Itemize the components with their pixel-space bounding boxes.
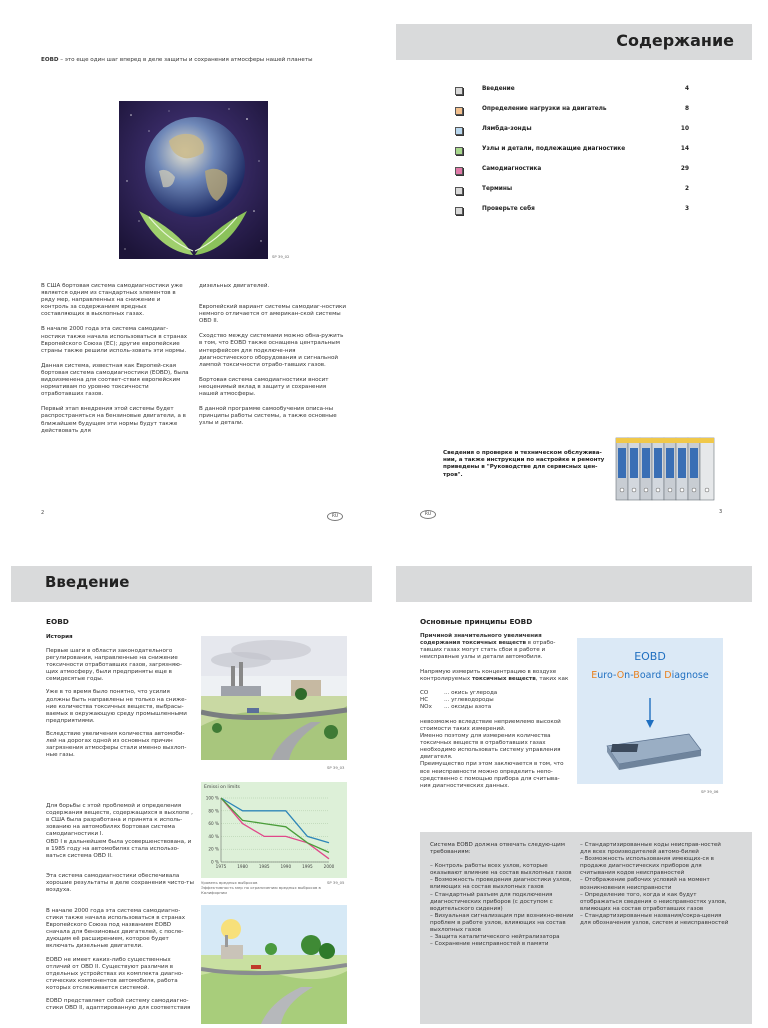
toc-label: Определение нагрузки на двигатель xyxy=(482,106,607,112)
list-item: – Возможность использования имеющих-ся в продаже диагностических приборов для считывания кодов неисправностей xyxy=(580,856,714,877)
toc-label: Термины xyxy=(482,186,513,192)
page-title: Содержание xyxy=(616,31,734,50)
bold-text: Причиной значительного увеличения содержания токсичных веществ xyxy=(420,633,542,647)
text: , таких как xyxy=(535,676,569,683)
chem-desc: ... оксиды азота xyxy=(444,703,492,710)
text: в отрабо-тавших газах могут стать сбои в работе и неисправные узлы и детали автомобиля. xyxy=(420,640,556,661)
chart-title: Emissi on limits xyxy=(204,785,240,790)
toc-item[interactable] xyxy=(455,126,689,136)
chem-symbol: NOx xyxy=(420,703,432,710)
toc-label: Проверьте себя xyxy=(482,206,535,212)
word-rest: n- xyxy=(624,670,634,681)
paragraph: Данная система, известная как Европей-ская бортовая система самодиагностики (EOBD), была видоизменена для соответ-ствия европейским нормативам по уровню токсичности отработавших газов. xyxy=(41,362,189,398)
list-item: – Стандартный разъем для подключения диагностических приборов (с доступом с водительского сидения) xyxy=(430,891,553,912)
service-note: Сведения о проверке и техническом обслужива-нии, а также инструкции по настройке и ремонту приведены в "Руководстве для сервисных цен-тров". xyxy=(443,450,605,478)
industry-landscape-illustration xyxy=(201,636,347,760)
earth-leaves-illustration xyxy=(119,101,268,259)
toc-page: 2 xyxy=(684,186,689,192)
binders-icon xyxy=(612,434,722,508)
list-item xyxy=(420,704,570,711)
x-tick-label: 1975 xyxy=(215,864,227,869)
toc-item[interactable] xyxy=(455,166,689,176)
paragraph: Бортовая система самодиагностики вносит неоценимый вклад в защиту и сохранения нашей атмосферы. xyxy=(199,376,329,398)
bold-text: токсичных веществ xyxy=(471,676,536,683)
paragraph: EOBD представляет собой систему самодиагно-стики OBD II, адаптированную для соответствия xyxy=(46,998,191,1012)
y-tick-label: 80 % xyxy=(208,808,219,814)
y-tick-label: 100 % xyxy=(205,795,219,801)
word-rest: uro- xyxy=(597,670,617,681)
paragraph: В начале 2000 года эта система самодиаг-ностики также начала использоваться в странах Европейского Союза (ЕС); другие европейские страны также решили исполь-зовать эти нормы. xyxy=(41,326,188,354)
y-tick-label: 40 % xyxy=(208,833,219,839)
x-tick-label: 2000 xyxy=(323,864,335,869)
clean-landscape-illustration xyxy=(201,905,347,1024)
manual-binders-illustration xyxy=(612,434,722,508)
paragraph: Уже в то время было понятно, что усилия должны быть направлены не только на сниже-ние количества токсичных веществ, выбрасы-ваемых в окружающую среду промышленными предприятиями. xyxy=(46,689,187,724)
graph-caption: Уровень вредных выбросов Эффективность мер по ограничению вредных выбросов в Калифорнии xyxy=(201,880,321,895)
contents-header xyxy=(396,24,752,60)
series-line xyxy=(221,798,329,852)
list-item: – Сохранение неисправностей в памяти xyxy=(430,941,549,948)
paragraph: невозможно вследствие неприемлемо высокой стоимости таких измерений. Именно поэтому для измерения количества токсичных веществ в отработавших газах необходимо использовать систему управления двигателя. Преимущество при этом заключается в том, что все неисправности можно определить непо-средственно с помощью прибора для считыва-ния диагностических данных. xyxy=(420,718,564,789)
paragraph: EOBD не имеет каких-либо существенных отличий от OBD II. Существуют различия в отдельных устройствах из комплекта диагно-стических компонентов автомобиля, работа которых отслеживается системой. xyxy=(46,956,184,991)
toc-page: 14 xyxy=(680,146,689,152)
list-item: – Защита каталитического нейтрализатора xyxy=(430,934,560,941)
x-tick-label: 1995 xyxy=(302,864,313,869)
toc-item[interactable] xyxy=(455,106,689,116)
x-tick-label: 1980 xyxy=(237,864,248,869)
toc-label: Самодиагностика xyxy=(482,166,542,172)
color-square-icon xyxy=(455,167,463,175)
factory-road-icon xyxy=(201,636,347,760)
section-title: Основные принципы EOBD xyxy=(420,617,533,626)
paragraph: Вследствие увеличения количества автомоби-лей на дорогах одной из основных причин загрязнения атмосферы стали именно выхлоп-ные газы. xyxy=(46,730,187,759)
tagline-text: – это еще один шаг вперед в деле защиты и сохранения атмосферы нашей планеты xyxy=(58,57,313,63)
toc-item[interactable] xyxy=(455,86,689,96)
principles-text xyxy=(420,633,570,798)
intro-text-2 xyxy=(46,796,194,907)
toc-item[interactable] xyxy=(455,206,689,216)
intro-header xyxy=(11,566,372,602)
paragraph: В начале 2000 года эта система самодиагно-стики также начала использоваться в странах Европейского Союза под названием EOBD сначала для бензиновых двигателей, с после-дующим её расширением, которое будет включать дизельные двигатели. xyxy=(46,908,186,950)
list-item: – Определение того, когда и как будут отображаться сведения о неисправностях узлов, влияющих на состав отработавших газов xyxy=(580,891,727,912)
earth-icon xyxy=(119,101,268,259)
toc-label: Введение xyxy=(482,86,515,92)
language-badge: RU xyxy=(420,510,436,519)
sun-road-icon xyxy=(201,905,347,1024)
letter-e: E xyxy=(591,670,598,681)
chem-desc: ... углеводороды xyxy=(444,696,494,703)
color-square-icon xyxy=(455,207,463,215)
list-item: – Стандартизированные коды неисправ-ностей для всех производителей автомо-билей xyxy=(580,842,721,856)
word-rest: oard xyxy=(639,670,665,681)
list-item: – Отображение рабочих условий на момент возникновения неисправности xyxy=(580,877,710,891)
chem-list xyxy=(420,690,570,711)
toc-item[interactable] xyxy=(455,186,689,196)
list-item: – Возможность проведения диагностики узлов, влияющих на состав выхлопных газов xyxy=(430,877,572,891)
color-square-icon xyxy=(455,127,463,135)
toc-item[interactable] xyxy=(455,146,689,156)
paragraph: дизельных двигателей. xyxy=(199,283,270,289)
x-tick-label: 1985 xyxy=(258,864,270,869)
x-tick-label: 1990 xyxy=(280,864,292,869)
eobd-diagram xyxy=(577,638,723,784)
color-square-icon xyxy=(455,147,463,155)
language-badge: RU xyxy=(327,512,343,521)
color-square-icon xyxy=(455,87,463,95)
page1-tagline xyxy=(41,57,361,64)
blank-header xyxy=(396,566,752,602)
letter-b: B xyxy=(633,670,640,681)
y-tick-label: 0 % xyxy=(211,859,219,865)
color-square-icon xyxy=(455,107,463,115)
chem-desc: ... окись углерода xyxy=(444,689,498,696)
emission-limits-chart xyxy=(201,782,347,878)
paragraph: Для борьбы с этой проблемой и определения содержания веществ, содержащихся в выхлопе , в США была разработана и принята к исполь-зованию на автомобилях бортовая система самодиагностики I. OBD I в дальнейшем была усовершенствована, и в 1985 году на автомобилях стала использо-ваться система OBD II. xyxy=(46,803,193,859)
measure-paragraph xyxy=(420,669,570,683)
section-title: EOBD xyxy=(46,617,69,626)
y-tick-label: 60 % xyxy=(208,821,219,827)
page1-col1 xyxy=(41,283,189,443)
list-item xyxy=(420,697,570,704)
page-number: 3 xyxy=(719,509,723,515)
text: Напрямую измерить концентрацию в воздухе контролируемых xyxy=(420,669,557,683)
color-square-icon xyxy=(455,187,463,195)
y-tick-label: 20 % xyxy=(208,846,219,852)
image-caption: SP 39_03 xyxy=(327,765,345,770)
list-item: – Визуальная сигнализация при возникно-вении проблем в работе узлов, влияющих на состав выхлопных газов xyxy=(430,912,574,934)
subsection-title: История xyxy=(46,634,73,640)
emission-chart-svg xyxy=(201,782,347,878)
paragraph: В данной программе самообучения описа-ны принципы работы системы, а также основные узлы и детали. xyxy=(199,406,337,427)
paragraph: Первый этап внедрения этой системы будет распространяться на бензиновые двигатели, а в ближайшем будущем эти нормы будут также действовать для xyxy=(41,406,186,434)
toc-page: 29 xyxy=(680,166,689,172)
image-caption: SP 39_06 xyxy=(701,789,719,794)
requirements-left xyxy=(430,842,580,948)
eobd-title: EOBD xyxy=(634,650,666,663)
requirements-right xyxy=(580,842,732,927)
page-number: 2 xyxy=(41,510,45,516)
requirements-intro: Система EOBD должна отвечать следую-щим требованиям: xyxy=(430,842,565,856)
intro-paragraph xyxy=(420,633,570,661)
paragraph: В США бортовая система самодиагностики уже является одним из стандартных элементов в ряду мер, направленных на снижение и контроль за содержанием вредных составляющих в выхлопных газах. xyxy=(41,283,183,318)
list-item: – Контроль работы всех узлов, которые оказывают влияние на состав выхлопных газов xyxy=(430,863,572,877)
letter-d: D xyxy=(664,670,672,681)
page1-col2 xyxy=(199,283,347,435)
control-unit-icon xyxy=(577,638,723,784)
toc-page: 8 xyxy=(684,106,689,112)
intro-text-1 xyxy=(46,648,194,765)
paragraph: Эта система самодиагностики обеспечивала хорошие результаты в деле сохранения чисто-ты воздуха. xyxy=(46,872,194,894)
toc-page: 4 xyxy=(684,86,689,92)
toc-label: Узлы и детали, подлежащие диагностике xyxy=(482,146,626,152)
word-rest: iagnose xyxy=(671,670,709,681)
toc-label: Лямбда-зонды xyxy=(482,126,532,132)
paragraph: Европейский вариант системы самодиаг-ностики немного отличается от американ-ской системы OBD II. xyxy=(199,304,347,325)
tagline-bold: EOBD xyxy=(41,57,59,63)
chem-symbol: CO xyxy=(420,689,429,696)
list-item xyxy=(420,690,570,697)
image-caption: SP 39_05 xyxy=(327,880,345,885)
requirements-box xyxy=(420,832,752,1024)
image-caption: SP 39_02 xyxy=(272,254,290,259)
chem-symbol: HC xyxy=(420,696,429,703)
intro-text-3 xyxy=(46,908,194,1018)
toc-page: 3 xyxy=(684,206,689,212)
paragraph: Первые шаги в области законодательного регулирования, направленные на снижение токсичности отработавших газов, загрязняю-щих атмосферу, были предприняты еще в семидесятые годы. xyxy=(46,648,182,683)
list-item: – Стандартизированные названия/сокра-щения для обозначения узлов, систем и неисправностей xyxy=(580,912,729,927)
paragraph: Сходство между системами можно обна-ружить в том, что EOBD также оснащена центральным интерфейсом для подключе-ния диагностического оборудования и сигнальной лампой токсичности отрабо-тавших газов. xyxy=(199,333,344,368)
page-title: Введение xyxy=(45,573,130,591)
toc-page: 10 xyxy=(680,126,689,132)
letter-o: O xyxy=(616,670,625,681)
